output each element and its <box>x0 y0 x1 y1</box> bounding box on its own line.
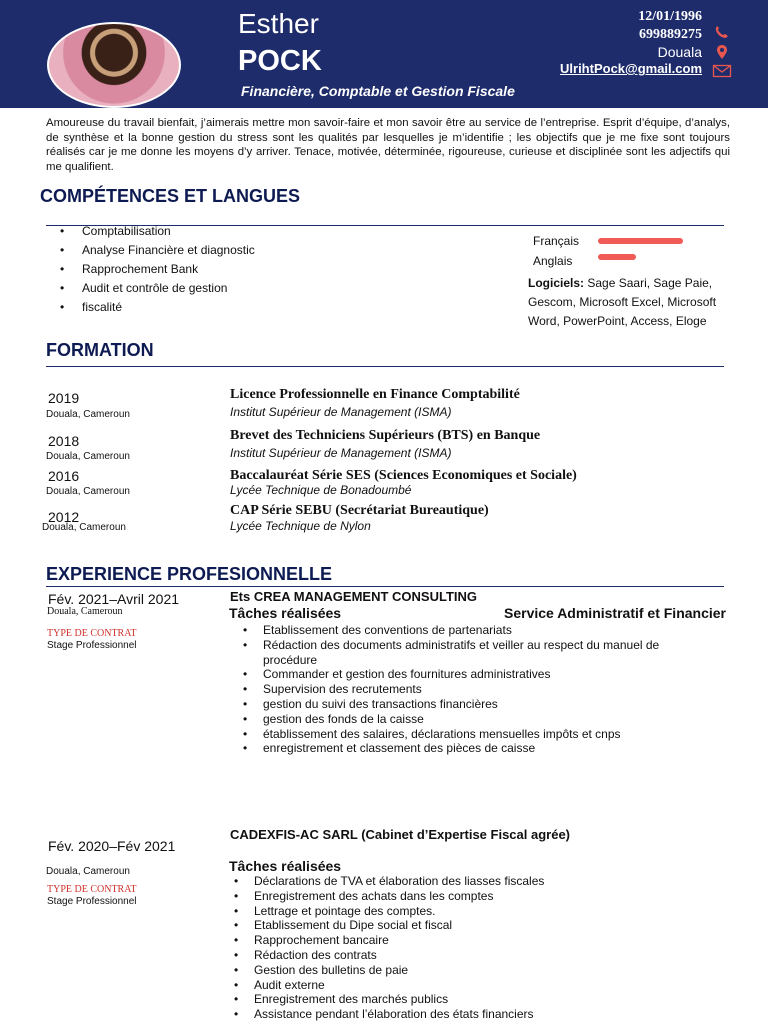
software-list: Sage Saari, Sage Paie, Gescom, Microsoft Excel, Microsoft Word, PowerPoint, Access, Eloge <box>528 276 717 328</box>
task-item: • Commander et gestion des fournitures administratives <box>239 667 709 682</box>
envelope-icon <box>712 63 732 79</box>
language-level-bar <box>598 238 683 244</box>
phone-number: 699889275 <box>639 27 702 42</box>
school-name: Lycée Technique de Nylon <box>230 519 371 533</box>
task-item: • Rapprochement bancaire <box>230 933 720 948</box>
department-name: Service Administratif et Financier <box>504 605 726 621</box>
contract-type-label: TYPE DE CONTRAT <box>47 628 137 639</box>
experience-dates: Fév. 2021–Avril 2021 <box>48 591 180 607</box>
company-name: CADEXFIS-AC SARL (Cabinet d’Expertise Fiscal agrée) <box>230 827 571 842</box>
experience-section-title: EXPERIENCE PROFESIONNELLE <box>46 564 333 584</box>
tasks-label: Tâches réalisées <box>229 858 342 874</box>
task-item: • Rédaction des documents administratifs et veiller au respect du manuel de procédure <box>239 638 709 668</box>
skill-item: • Audit et contrôle de gestion <box>60 281 255 300</box>
education-year: 2019 <box>48 390 80 406</box>
task-item: • établissement des salaires, déclarations mensuelles impôts et cnps <box>239 727 709 742</box>
task-item: • enregistrement et classement des pièces de caisse <box>239 741 709 756</box>
contract-type: Stage Professionnel <box>47 896 137 907</box>
skill-item: • Analyse Financière et diagnostic <box>60 243 255 262</box>
task-item: • Assistance pendant l’élaboration des états financiers <box>230 1007 720 1022</box>
task-item: • Enregistrement des achats dans les comptes <box>230 889 720 904</box>
skills-section-title: COMPÉTENCES ET LANGUES <box>40 186 301 206</box>
profile-photo <box>47 22 181 108</box>
software-skills <box>528 274 738 331</box>
task-item: • Gestion des bulletins de paie <box>230 963 720 978</box>
education-location: Douala, Cameroun <box>46 486 130 497</box>
software-label: Logiciels: <box>528 276 585 290</box>
experience-location: Douala, Cameroun <box>46 866 130 877</box>
degree-title: CAP Série SEBU (Secrétariat Bureautique) <box>230 503 489 518</box>
task-item: • Déclarations de TVA et élaboration des liasses fiscales <box>230 874 720 889</box>
task-item: • Audit externe <box>230 978 720 993</box>
task-item: • Rédaction des contrats <box>230 948 720 963</box>
task-item: • gestion du suivi des transactions financières <box>239 697 709 712</box>
task-item: • Enregistrement des marchés publics <box>230 992 720 1007</box>
task-item: • Lettrage et pointage des comptes. <box>230 904 720 919</box>
education-year: 2018 <box>48 433 80 449</box>
last-name: POCK <box>238 45 322 77</box>
skill-item: • Comptabilisation <box>60 224 255 243</box>
education-year: 2016 <box>48 468 80 484</box>
tasks-list <box>239 623 709 756</box>
education-location: Douala, Cameroun <box>42 522 126 533</box>
contract-type: Stage Professionnel <box>47 640 137 651</box>
experience-divider <box>46 586 724 587</box>
language-level-bar <box>598 254 636 260</box>
skill-item: • Rapprochement Bank <box>60 262 255 281</box>
tasks-label: Tâches réalisées <box>229 605 342 621</box>
education-year: 2012 <box>48 509 80 525</box>
first-name: Esther <box>238 8 319 39</box>
experience-dates: Fév. 2020–Fév 2021 <box>48 838 176 854</box>
degree-title: Licence Professionnelle en Finance Comptabilité <box>230 387 520 402</box>
city: Douala <box>657 44 702 60</box>
degree-title: Baccalauréat Série SES (Sciences Economiques et Sociale) <box>230 468 577 483</box>
experience-location: Douala, Cameroun <box>47 606 123 617</box>
skills-list <box>60 224 255 319</box>
company-name: Ets CREA MANAGEMENT CONSULTING <box>230 589 477 604</box>
education-location: Douala, Cameroun <box>46 409 130 420</box>
task-item: • Etablissement des conventions de partenariats <box>239 623 709 638</box>
tasks-list <box>230 874 720 1022</box>
task-item: • Supervision des recrutements <box>239 682 709 697</box>
language-name: Anglais <box>533 254 573 268</box>
phone-icon <box>712 25 732 41</box>
school-name: Lycée Technique de Bonadoumbé <box>230 483 412 497</box>
task-item: • Etablissement du Dipe social et fiscal <box>230 918 720 933</box>
education-divider <box>46 366 724 367</box>
location-pin-icon <box>712 44 732 60</box>
job-title: Financière, Comptable et Gestion Fiscale <box>241 83 515 99</box>
education-section-title: FORMATION <box>46 340 154 360</box>
task-item: • gestion des fonds de la caisse <box>239 712 709 727</box>
birth-date: 12/01/1996 <box>638 9 702 24</box>
school-name: Institut Supérieur de Management (ISMA) <box>230 405 452 419</box>
email-link[interactable]: UlrihtPock@gmail.com <box>560 61 702 76</box>
degree-title: Brevet des Techniciens Supérieurs (BTS) en Banque <box>230 428 541 443</box>
school-name: Institut Supérieur de Management (ISMA) <box>230 446 452 460</box>
skill-item: • fiscalité <box>60 300 255 319</box>
language-name: Français <box>533 234 580 248</box>
contract-type-label: TYPE DE CONTRAT <box>47 884 137 895</box>
education-location: Douala, Cameroun <box>46 451 130 462</box>
profile-summary: Amoureuse du travail bienfait, j’aimerais mettre mon savoir-faire et mon savoir être au service de l’entreprise. Esprit d’équipe, d’analys, de synthèse et la bonne gestion du stress sont les qualités par lesquelles je m’identifie ; les objectifs que je me fixe sont toujours réalisés car je me donne les moyens d’y arriver. Tenace, motivée, déterminée, rigoureuse, curieuse et disciplinée sont les adjectifs qui me qualifient. <box>46 117 730 173</box>
